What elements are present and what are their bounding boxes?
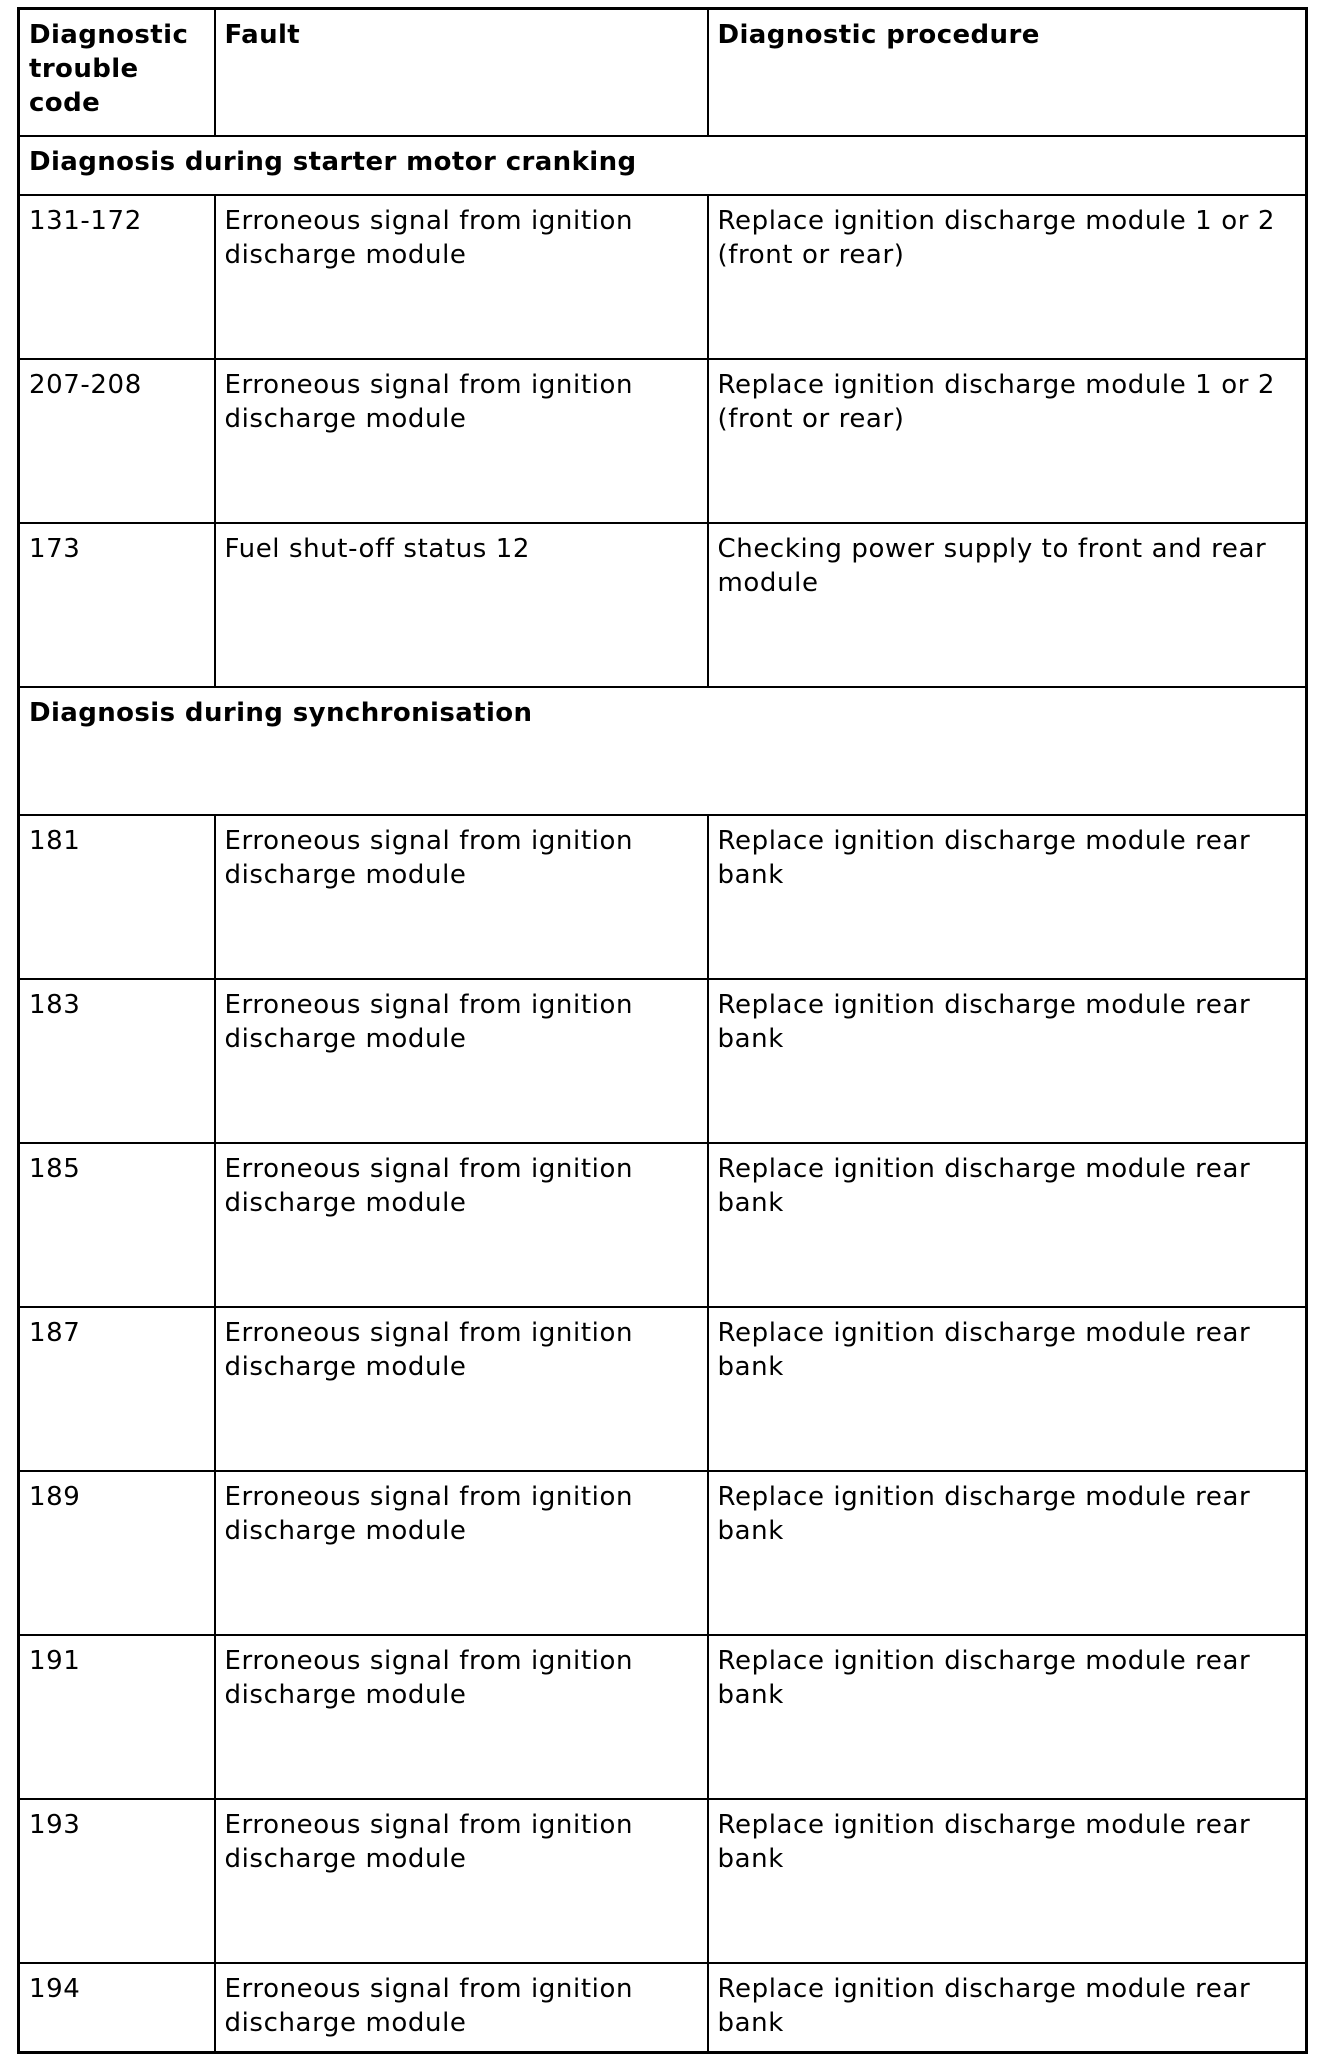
cell-procedure: Checking power supply to front and rear module [708, 523, 1307, 687]
cell-fault: Erroneous signal from ignition discharge module [215, 1471, 708, 1635]
diagnostic-trouble-code-table [17, 7, 1308, 2054]
cell-procedure: Replace ignition discharge module rear bank [708, 1143, 1307, 1307]
cell-code: 181 [19, 815, 215, 979]
cell-fault: Erroneous signal from ignition discharge module [215, 815, 708, 979]
cell-fault: Erroneous signal from ignition discharge module [215, 1799, 708, 1963]
table-row [19, 1143, 1307, 1307]
cell-code: 193 [19, 1799, 215, 1963]
cell-fault: Erroneous signal from ignition discharge module [215, 979, 708, 1143]
cell-fault: Erroneous signal from ignition discharge module [215, 195, 708, 359]
header-procedure: Diagnostic procedure [708, 9, 1307, 136]
cell-fault: Erroneous signal from ignition discharge module [215, 359, 708, 523]
table-header-row [19, 9, 1307, 136]
cell-code: 187 [19, 1307, 215, 1471]
cell-code: 173 [19, 523, 215, 687]
cell-code: 131-172 [19, 195, 215, 359]
cell-procedure: Replace ignition discharge module rear bank [708, 1307, 1307, 1471]
cell-code: 191 [19, 1635, 215, 1799]
table-row [19, 979, 1307, 1143]
table-row [19, 195, 1307, 359]
table-row [19, 1471, 1307, 1635]
table-row [19, 1799, 1307, 1963]
table-row [19, 359, 1307, 523]
cell-fault: Erroneous signal from ignition discharge module [215, 1143, 708, 1307]
header-code: Diagnostic trouble code [19, 9, 215, 136]
cell-fault: Erroneous signal from ignition discharge module [215, 1307, 708, 1471]
table-row [19, 523, 1307, 687]
section-title-starter-cranking: Diagnosis during starter motor cranking [19, 136, 1307, 195]
cell-procedure: Replace ignition discharge module rear bank [708, 1799, 1307, 1963]
cell-code: 185 [19, 1143, 215, 1307]
cell-code: 189 [19, 1471, 215, 1635]
section-title-synchronisation: Diagnosis during synchronisation [19, 687, 1307, 815]
cell-code: 194 [19, 1963, 215, 2053]
cell-fault: Erroneous signal from ignition discharge module [215, 1963, 708, 2053]
cell-code: 207-208 [19, 359, 215, 523]
cell-procedure: Replace ignition discharge module rear bank [708, 1471, 1307, 1635]
cell-code: 183 [19, 979, 215, 1143]
cell-fault: Fuel shut-off status 12 [215, 523, 708, 687]
table-row [19, 815, 1307, 979]
cell-procedure: Replace ignition discharge module rear bank [708, 1963, 1307, 2053]
section-header-row [19, 136, 1307, 195]
cell-procedure: Replace ignition discharge module 1 or 2 (front or rear) [708, 359, 1307, 523]
table-row [19, 1963, 1307, 2053]
header-fault: Fault [215, 9, 708, 136]
cell-fault: Erroneous signal from ignition discharge module [215, 1635, 708, 1799]
section-header-row [19, 687, 1307, 815]
table-row [19, 1635, 1307, 1799]
cell-procedure: Replace ignition discharge module rear bank [708, 1635, 1307, 1799]
table-row [19, 1307, 1307, 1471]
cell-procedure: Replace ignition discharge module rear bank [708, 979, 1307, 1143]
cell-procedure: Replace ignition discharge module 1 or 2 (front or rear) [708, 195, 1307, 359]
cell-procedure: Replace ignition discharge module rear bank [708, 815, 1307, 979]
